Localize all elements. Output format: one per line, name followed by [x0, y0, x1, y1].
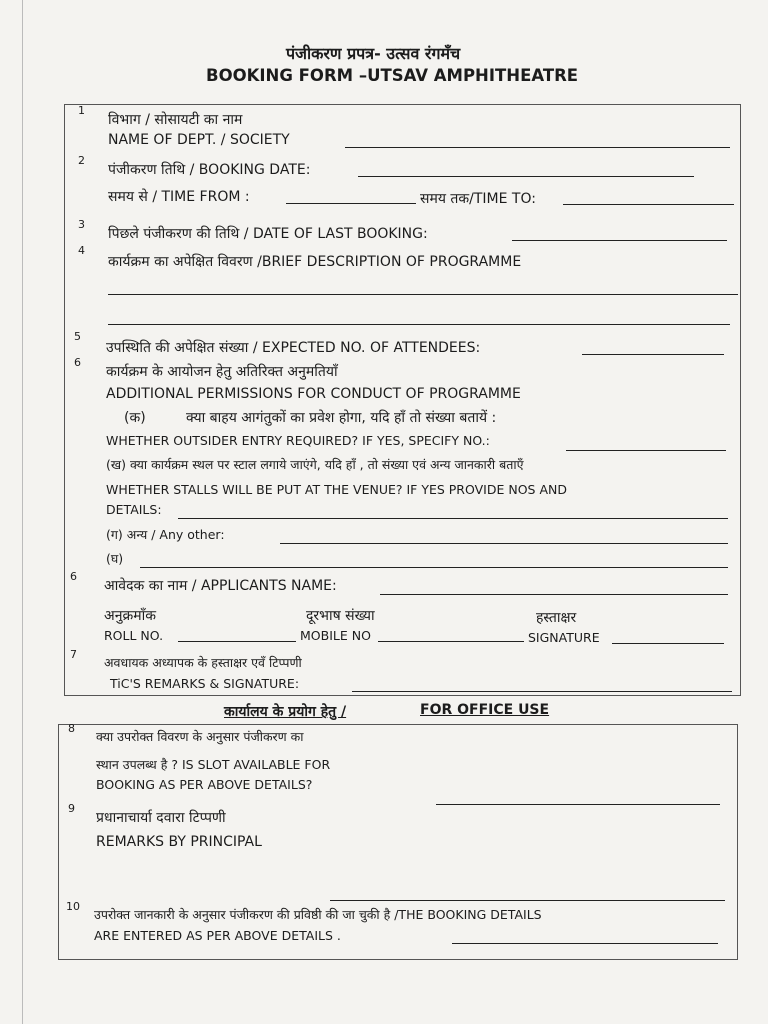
mobile-no-label: MOBILE NO [300, 628, 371, 643]
item-number: 8 [68, 722, 75, 735]
stalls-details-label: DETAILS: [106, 502, 162, 517]
permissions-label: ADDITIONAL PERMISSIONS FOR CONDUCT OF PROGRAMME [106, 386, 521, 402]
outsider-entry-label: WHETHER OUTSIDER ENTRY REQUIRED? IF YES, SPECIFY NO.: [106, 433, 490, 448]
item-number: 1 [78, 104, 85, 117]
time-from-field[interactable] [286, 203, 416, 204]
stalls-label-hindi: (ख) क्या कार्यक्रम स्थल पर स्टाल लगाये जाएंगे, यदि हाँ , तो संख्या एवं अन्य जानकारी बताएँ [106, 457, 524, 472]
outsider-entry-field[interactable] [566, 450, 726, 451]
slot-available-label-2: BOOKING AS PER ABOVE DETAILS? [96, 777, 313, 792]
dept-label-hindi: विभाग / सोसायटी का नाम [108, 112, 243, 128]
principal-remarks-field[interactable] [330, 900, 725, 901]
slot-available-label: स्थान उपलब्ध है ? IS SLOT AVAILABLE FOR [96, 757, 331, 772]
booking-entered-label: ARE ENTERED AS PER ABOVE DETAILS . [94, 928, 341, 943]
roll-no-label: ROLL NO. [104, 628, 164, 643]
roll-no-field[interactable] [178, 641, 296, 642]
title-hindi: पंजीकरण प्रपत्र- उत्सव रंगमँच [286, 44, 461, 63]
principal-remarks-label-hindi: प्रधानाचार्या दवारा टिप्पणी [96, 810, 226, 826]
page-edge [22, 0, 23, 1024]
signature-field[interactable] [612, 643, 724, 644]
tic-remarks-label: TiC'S REMARKS & SIGNATURE: [110, 676, 300, 691]
roll-no-label-hindi: अनुक्रमाँक [104, 608, 156, 624]
applicant-name-field[interactable] [380, 594, 728, 595]
description-label: कार्यक्रम का अपेक्षित विवरण /BRIEF DESCRIPTION OF PROGRAMME [108, 254, 522, 270]
dept-label: NAME OF DEPT. / SOCIETY [108, 132, 290, 148]
item-number: 9 [68, 802, 75, 815]
item-number: 6 [70, 570, 77, 583]
title-english: BOOKING FORM –UTSAV AMPHITHEATRE [206, 66, 579, 85]
item-number: 6 [74, 356, 81, 369]
mobile-no-label-hindi: दूरभाष संख्या [306, 608, 375, 624]
outsider-entry-marker: (क) [124, 410, 146, 426]
booking-date-field[interactable] [358, 176, 694, 177]
booking-date-label: पंजीकरण तिथि / BOOKING DATE: [108, 162, 311, 178]
any-other-field[interactable] [280, 543, 728, 544]
time-from-label: समय से / TIME FROM : [108, 189, 250, 205]
signature-label-hindi: हस्ताक्षर [536, 610, 577, 626]
time-to-field[interactable] [563, 204, 734, 205]
principal-remarks-label: REMARKS BY PRINCIPAL [96, 834, 262, 850]
item-number: 10 [66, 900, 80, 913]
item-gha-label: (घ) [106, 551, 124, 566]
booking-entered-field[interactable] [452, 943, 718, 944]
attendees-field[interactable] [582, 354, 724, 355]
any-other-label: (ग) अन्य / Any other: [106, 527, 225, 542]
item-number: 5 [74, 330, 81, 343]
slot-available-field[interactable] [436, 804, 720, 805]
office-use-heading-hindi: कार्यालय के प्रयोग हेतु / [224, 704, 347, 720]
item-number: 7 [70, 648, 77, 661]
item-number: 4 [78, 244, 85, 257]
dept-field[interactable] [345, 147, 730, 148]
tic-remarks-field[interactable] [352, 691, 732, 692]
item-number: 3 [78, 218, 85, 231]
attendees-label: उपस्थिति की अपेक्षित संख्या / EXPECTED NO. OF ATTENDEES: [106, 340, 481, 356]
mobile-no-field[interactable] [378, 641, 524, 642]
last-booking-label: पिछले पंजीकरण की तिथि / DATE OF LAST BOOKING: [108, 226, 428, 242]
applicant-name-label: आवेदक का नाम / APPLICANTS NAME: [104, 578, 337, 594]
time-to-label: समय तक/TIME TO: [420, 191, 536, 207]
item-number: 2 [78, 154, 85, 167]
stalls-details-field[interactable] [178, 518, 728, 519]
office-use-heading: FOR OFFICE USE [420, 702, 550, 718]
signature-label: SIGNATURE [528, 630, 600, 645]
item-gha-field[interactable] [140, 567, 728, 568]
outsider-entry-label-hindi: क्या बाहय आगंतुकों का प्रवेश होगा, यदि हाँ तो संख्या बतायें : [186, 410, 497, 426]
permissions-label-hindi: कार्यक्रम के आयोजन हेतु अतिरिक्त अनुमतियाँ [106, 364, 338, 380]
stalls-label: WHETHER STALLS WILL BE PUT AT THE VENUE? IF YES PROVIDE NOS AND [106, 482, 567, 497]
last-booking-field[interactable] [512, 240, 727, 241]
description-line-2[interactable] [108, 324, 730, 325]
slot-label-hindi: क्या उपरोक्त विवरण के अनुसार पंजीकरण का [96, 729, 304, 744]
tic-label-hindi: अवधायक अध्यापक के हस्ताक्षर एवँ टिप्पणी [104, 655, 302, 670]
description-line-1[interactable] [108, 294, 738, 295]
booking-entered-label-hindi: उपरोक्त जानकारी के अनुसार पंजीकरण की प्रविष्ठी की जा चुकी है /THE BOOKING DETAILS [94, 907, 542, 922]
